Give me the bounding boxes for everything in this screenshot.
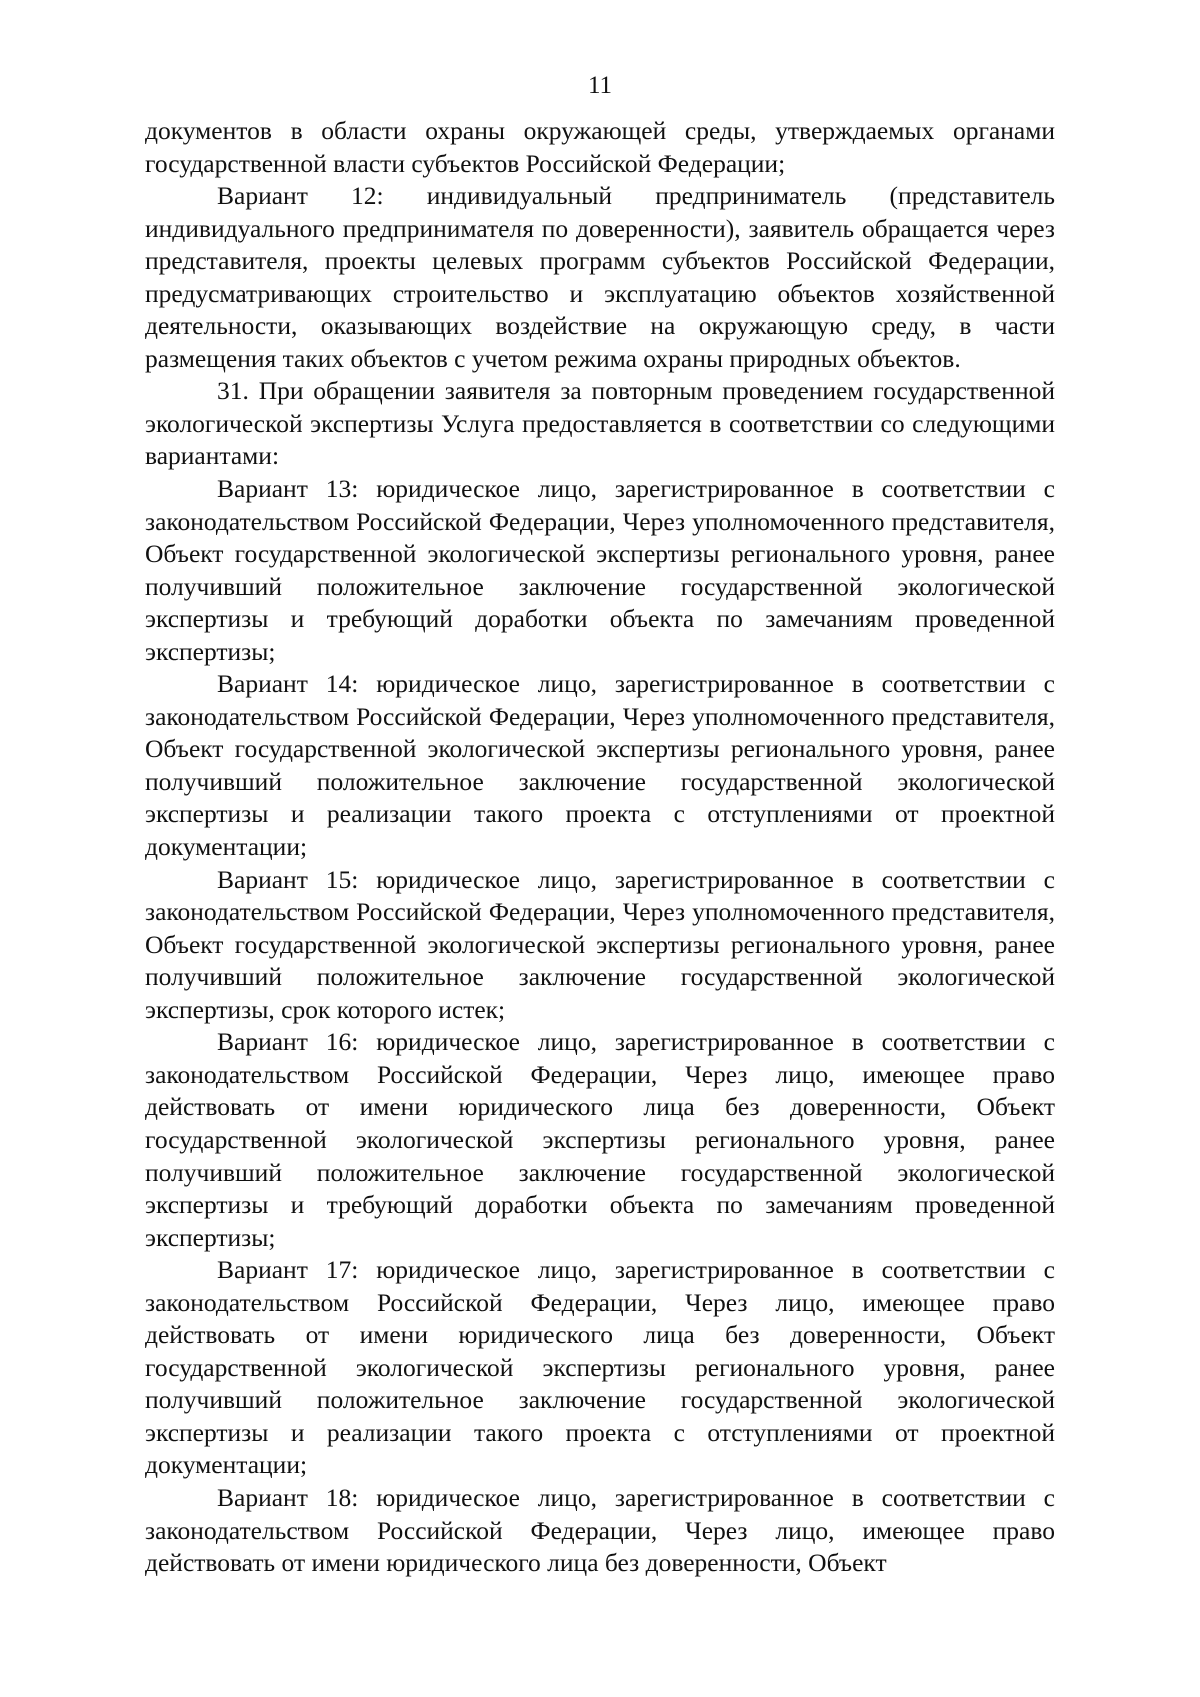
paragraph-variant-18: Вариант 18: юридическое лицо, зарегистрированное в соответствии с законодательством Российской Федерации, Через лицо, имеющее право действовать от имени юридического лица без доверенности, Объект: [145, 1482, 1055, 1578]
page-number: 11: [587, 72, 613, 99]
paragraph-continuation: документов в области охраны окружающей среды, утверждаемых органами государственной власти субъектов Российской Федерации;: [145, 116, 1055, 178]
paragraph-variant-14: Вариант 14: юридическое лицо, зарегистрированное в соответствии с законодательством Российской Федерации, Через уполномоченного представителя, Объект государственной экологической экспертизы регионального уровня, ранее получивший положительное заключение государственной экологической экспертизы и реализации такого проекта с отступлениями от проектной документации;: [145, 669, 1055, 862]
paragraph-variant-16: Вариант 16: юридическое лицо, зарегистрированное в соответствии с законодательством Российской Федерации, Через лицо, имеющее право действовать от имени юридического лица без доверенности, Объект государственной экологической экспертизы регионального уровня, ранее получивший положительное заключение государственной экологической экспертизы и требующий доработки объекта по замечаниям проведенной экспертизы;: [145, 1027, 1055, 1252]
paragraph-variant-13: Вариант 13: юридическое лицо, зарегистрированное в соответствии с законодательством Российской Федерации, Через уполномоченного представителя, Объект государственной экологической экспертизы регионального уровня, ранее получивший положительное заключение государственной экологической экспертизы и требующий доработки объекта по замечаниям проведенной экспертизы;: [145, 474, 1055, 666]
paragraph-variant-17: Вариант 17: юридическое лицо, зарегистрированное в соответствии с законодательством Российской Федерации, Через лицо, имеющее право действовать от имени юридического лица без доверенности, Объект государственной экологической экспертизы регионального уровня, ранее получивший положительное заключение государственной экологической экспертизы и реализации такого проекта с отступлениями от проектной документации;: [145, 1255, 1055, 1480]
paragraph-variant-12: Вариант 12: индивидуальный предприниматель (представитель индивидуального предпринимателя по доверенности), заявитель обращается через представителя, проекты целевых программ субъектов Российской Федерации, предусматривающих строительство и эксплуатацию объектов хозяйственной деятельности, оказывающих воздействие на окружающую среду, в части размещения таких объектов с учетом режима охраны природных объектов.: [145, 181, 1055, 373]
paragraph-variant-15: Вариант 15: юридическое лицо, зарегистрированное в соответствии с законодательством Российской Федерации, Через уполномоченного представителя, Объект государственной экологической экспертизы регионального уровня, ранее получивший положительное заключение государственной экологической экспертизы, срок которого истек;: [145, 864, 1055, 1024]
paragraph-clause-31: 31. При обращении заявителя за повторным проведением государственной экологической экспертизы Услуга предоставляется в соответствии со следующими вариантами:: [145, 376, 1055, 471]
document-body: [145, 115, 1055, 1580]
